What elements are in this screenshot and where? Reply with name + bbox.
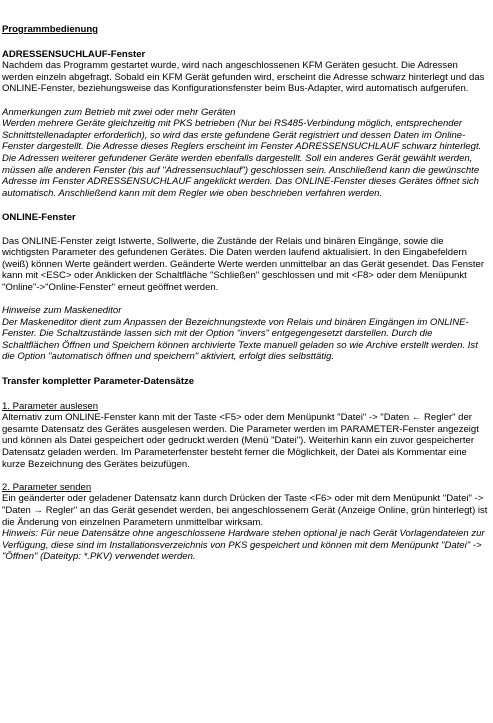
paragraph-online-fenster: Das ONLINE-Fenster zeigt Istwerte, Sollwerte, die Zustände der Relais und binären Eingänge, sowie die wichtigsten Parameter des gefundenen Gerätes. Die Daten werden laufend aktualisiert. In den Eingabefeldern (weiß) können Werte geändert werden. Geänderte Werte werden unmittelbar an das Gerät gesendet. Das Fenster kann mit <ESC> oder Anklicken der Schaltfläche "Schließen" geschlossen und mit <F8> oder dem Menüpunkt "Online"->"Online-Fenster" erneut geöffnet werden. bbox=[2, 235, 485, 293]
paragraph-adressensuchlauf: Nachdem das Programm gestartet wurde, wird nach angeschlossenen KFM Geräten gesucht. Die Adressen werden einzeln abgefragt. Sobald ein KFM Gerät gefunden wird, erscheint die Adresse schwarz hinterlegt und das ONLINE-Fenster, beziehungsweise das Konfigurationsfenster beim Bus-Adapter, wird automatisch aufgerufen. bbox=[2, 60, 485, 95]
subsection-title-parameter-senden: 2. Parameter senden bbox=[2, 481, 92, 493]
page-title: Programmbedienung bbox=[2, 24, 99, 35]
section-heading-online-fenster: ONLINE-Fenster bbox=[2, 212, 76, 224]
paragraph-parameter-auslesen: Alternativ zum ONLINE-Fenster kann mit der Taste <F5> oder dem Menüpunkt "Datei" -> "Daten ← Regler" der gesamte Datensatz des Gerätes ausgelesen werden. Die Parameter werden im PARAMETER-Fenster angezeigt und können als Datei gespeichert oder gedruckt werden (Menü "Datei"). Weiterhin kann ein zuvor gespeicherter Datensatz geladen werden. Im Parameterfenster besteht ferner die Möglichkeit, der Datei als Kommentar eine kurze Bezeichnung des Gerätes beizufügen. bbox=[2, 412, 479, 470]
paragraph-parameter-senden: Ein geänderter oder geladener Datensatz kann durch Drücken der Taste <F6> oder mit dem Menüpunkt "Datei" -> "Daten → Regler" an das Gerät gesendet werden, bei angeschlossenem Gerät (Anzeige Online, grün hinterlegt) ist die Änderung von einzelnen Parametern unmittelbar wirksam. bbox=[2, 493, 488, 528]
document-page bbox=[2, 24, 491, 563]
note-body-multiple-devices-2: Die Adressen weiterer gefundener Geräte werden ebenfalls dargestellt. Soll ein anderes Gerät gewählt werden, müssen alle anderen Fenster (bis auf "Adressensuchlauf") geschlossen sein. Anschließend kann die gewünschte Adresse im Fenster ADRESSENSUCHLAUF angeklickt werden. Das ONLINE-Fenster dieses Gerätes öffnet sich automatisch. Anschließend kann mit dem Regler wie oben beschrieben verfahren werden. bbox=[2, 152, 480, 199]
subsection-title-parameter-auslesen: 1. Parameter auslesen bbox=[2, 400, 99, 412]
note-body-vorlagendateien: Hinweis: Für neue Datensätze ohne angeschlossene Hardware stehen optional je nach Gerät Vorlagendateien zur Verfügung, diese sind im Installationsverzeichnis von PKS gespeichert und können mit dem Menüpunkt "Datei" -> "Öffnen" (Dateityp: *.PKV) verwendet werden. bbox=[2, 528, 485, 563]
section-heading-transfer: Transfer kompletter Parameter-Datensätze bbox=[2, 376, 195, 388]
note-body-multiple-devices: Werden mehrere Geräte gleichzeitig mit PKS betrieben (Nur bei RS485-Verbindung möglich, entsprechender Schnittstellenadapter erforderlich), so wird das erste gefundene Gerät registriert und dessen Daten im Online-Fenster dargestellt. Die Adresse dieses Reglers erscheint im Fenster ADRESSENSUCHLAUF schwarz hinterlegt. bbox=[2, 118, 482, 153]
note-title-maskeneditor: Hinweise zum Maskeneditor bbox=[2, 305, 122, 317]
section-heading-adressensuchlauf: ADRESSENSUCHLAUF-Fenster bbox=[2, 48, 146, 60]
note-title-multiple-devices: Anmerkungen zum Betrieb mit zwei oder mehr Geräten bbox=[2, 106, 236, 118]
note-body-maskeneditor: Der Maskeneditor dient zum Anpassen der Bezeichnungstexte von Relais und binären Eingängen im ONLINE-Fenster. Die Schaltzustände lassen sich mit der Option "invers" entgegengesetzt darstellen. Durch die Schaltflächen Öffnen und Speichern können archivierte Texte manuell geladen so wie Archive erstellt werden. Ist die Option "automatisch öffnen und speichern" aktiviert, erfolgt dies selbsttätig. bbox=[2, 316, 478, 363]
